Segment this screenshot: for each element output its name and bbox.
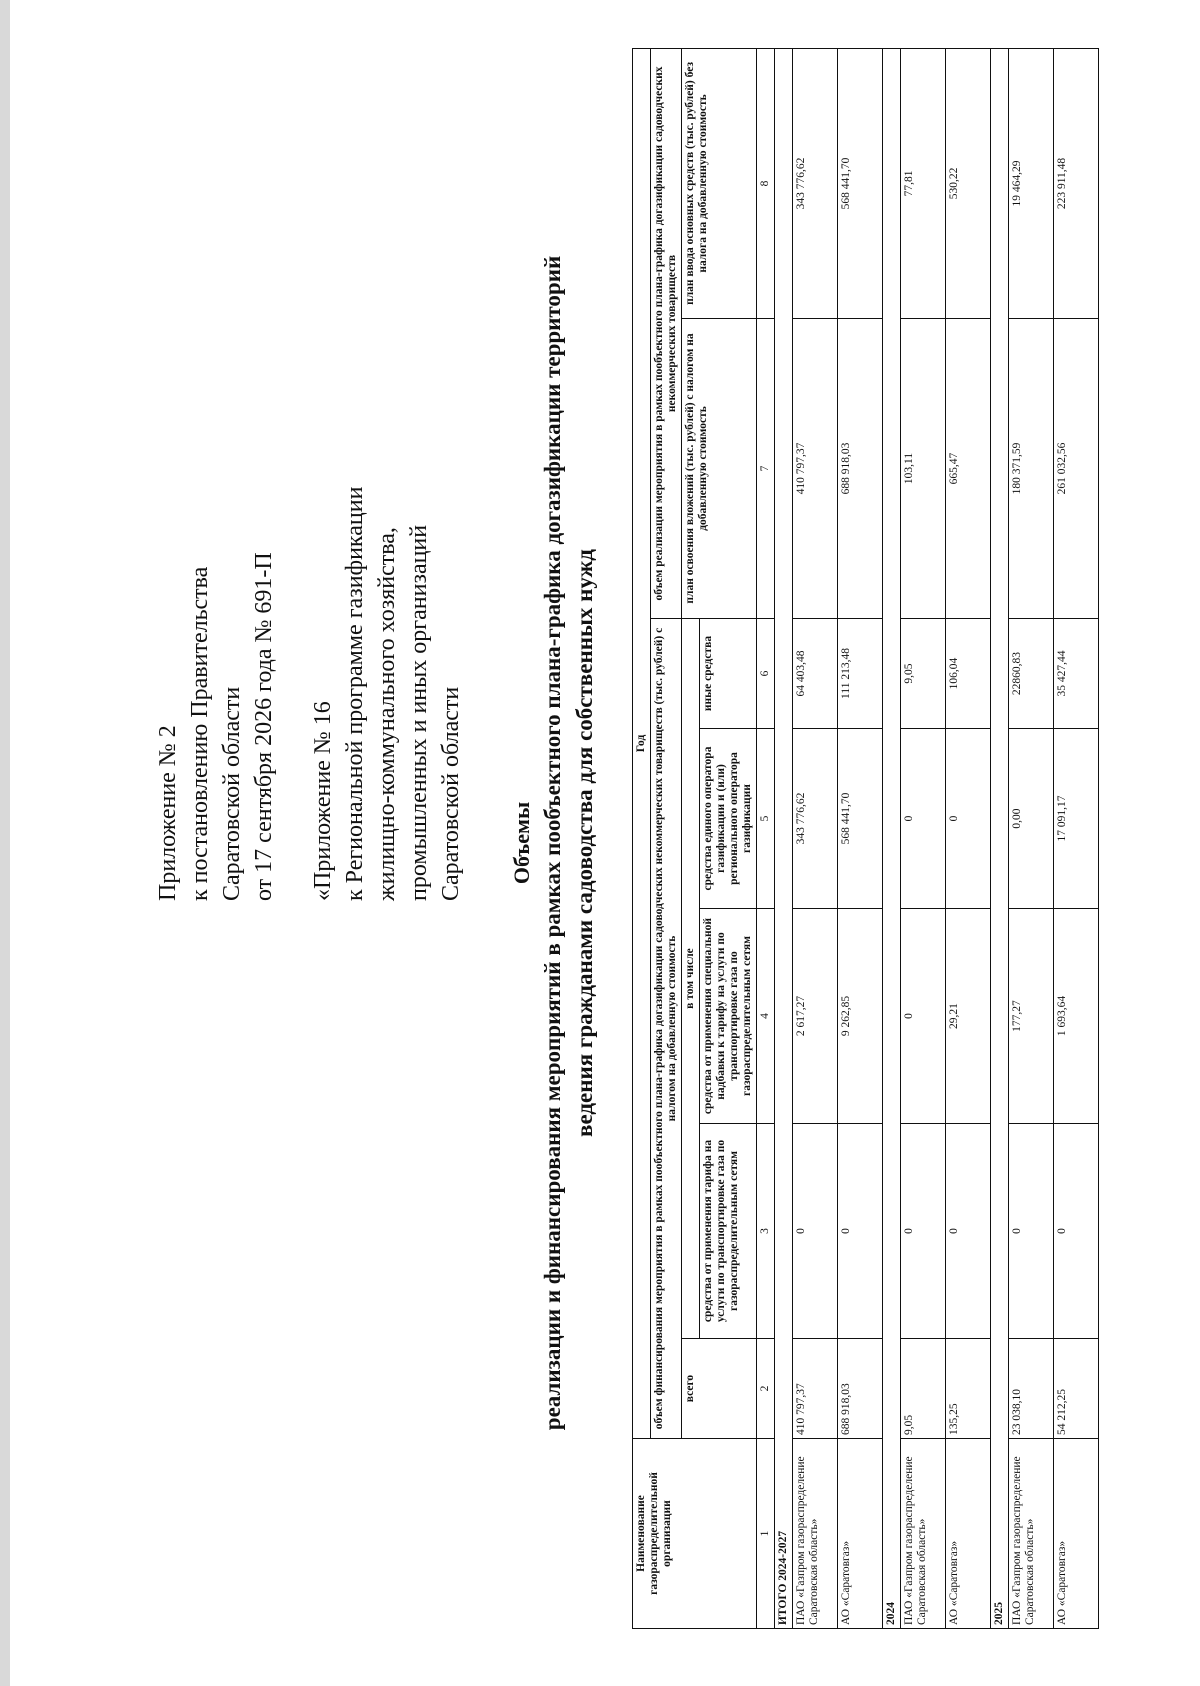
document-title [507,0,601,1686]
column-number: 5 [757,729,775,909]
header-financing-group: объем финансирования мероприятия в рамках пообъектного плана-графика догазификации садоводческих некоммерческих товариществ (тыс. рублей) с налогом на добавленную стоимость [651,619,682,1439]
title-line: ведения гражданами садоводства для собственных нужд [572,549,597,1137]
value-cell: 410 797,37 [793,1339,838,1439]
value-cell: 261 032,56 [1054,319,1099,619]
section-label: ИТОГО 2024-2027 [775,48,793,1628]
org-name-cell: АО «Саратовгаз» [838,1439,883,1629]
header-surcharge-funds: средства от применения специальной надбавки к тарифу на услуги по транспортировке газа по газораспределительным сетям [700,909,757,1124]
value-cell: 343 776,62 [793,729,838,909]
value-cell: 111 213,48 [838,619,883,729]
value-cell: 22860,83 [1009,619,1054,729]
org-name-cell: ПАО «Газпром газораспределение Саратовская область» [901,1439,946,1629]
header-org-name: Наименование газораспределительной организации [633,1439,757,1629]
title-line: реализации и финансирования мероприятий в рамках пообъектного плана-графика догазификации территорий [540,255,565,1431]
value-cell: 64 403,48 [793,619,838,729]
value-cell: 410 797,37 [793,319,838,619]
value-cell: 9,05 [901,619,946,729]
appendix-line: к постановлению Правительства [187,566,213,901]
header-including: в том числе [682,619,700,1339]
value-cell: 103,11 [901,319,946,619]
header-plan-investment: план освоения вложений (тыс. рублей) с налогом на добавленную стоимость [682,319,757,619]
org-name-cell: ПАО «Газпром газораспределение Саратовская область» [793,1439,838,1629]
value-cell: 180 371,59 [1009,319,1054,619]
value-cell: 0 [1054,1124,1099,1339]
section-row [775,48,793,1628]
value-cell: 9,05 [901,1339,946,1439]
section-row [883,48,901,1628]
value-cell: 35 427,44 [1054,619,1099,729]
table-body [775,48,1099,1628]
org-name-cell: АО «Саратовгаз» [1054,1439,1099,1629]
header-operator-funds: средства единого оператора газификации и (или) регионального оператора газификации [700,729,757,909]
value-cell: 665,47 [946,319,991,619]
funding-table [632,48,1099,1629]
value-cell: 568 441,70 [838,729,883,909]
org-name-cell: ПАО «Газпром газораспределение Саратовская область» [1009,1439,1054,1629]
header-year: Год [633,48,651,1438]
value-cell: 0,00 [1009,729,1054,909]
header-plan-commissioning: план ввода основных средств (тыс. рублей) без налога на добавленную стоимость [682,48,757,318]
value-cell: 223 911,48 [1054,48,1099,318]
column-number: 3 [757,1124,775,1339]
value-cell: 2 617,27 [793,909,838,1124]
appendix-prev-line: «Приложение № 16 [310,701,336,901]
section-label: 2024 [883,48,901,1628]
section-row [991,48,1009,1628]
value-cell: 0 [838,1124,883,1339]
appendix-prev-line: жилищно-коммунального хозяйства, [374,527,400,901]
value-cell: 9 262,85 [838,909,883,1124]
value-cell: 688 918,03 [838,1339,883,1439]
title-line: Объемы [509,801,534,885]
table-row [901,48,946,1628]
table-row [1009,48,1054,1628]
table-row [946,48,991,1628]
value-cell: 17 091,17 [1054,729,1099,909]
header-realization-group: объем реализации мероприятия в рамках пообъектного плана-графика догазификации садоводческих некоммерческих товариществ [651,48,682,618]
appendix-prev-header [307,487,467,901]
value-cell: 19 464,29 [1009,48,1054,318]
value-cell: 0 [901,909,946,1124]
value-cell: 343 776,62 [793,48,838,318]
column-number: 4 [757,909,775,1124]
appendix-header [152,552,280,901]
value-cell: 54 212,25 [1054,1339,1099,1439]
rotated-page [12,0,1200,1686]
header-total: всего [682,1339,757,1439]
value-cell: 23 038,10 [1009,1339,1054,1439]
value-cell: 0 [901,729,946,909]
value-cell: 0 [946,1124,991,1339]
header-tariff-funds: средства от применения тарифа на услуги по транспортировке газа по газораспределительным сетям [700,1124,757,1339]
org-name-cell: АО «Саратовгаз» [946,1439,991,1629]
column-number: 8 [757,48,775,318]
table-row [1054,48,1099,1628]
appendix-prev-line: к Региональной программе газификации [342,486,368,901]
header-other-funds: иные средства [700,619,757,729]
appendix-prev-line: Саратовской области [438,686,464,901]
column-number: 1 [757,1439,775,1629]
value-cell: 177,27 [1009,909,1054,1124]
column-number: 7 [757,319,775,619]
column-number: 6 [757,619,775,729]
table-row [838,48,883,1628]
column-number: 2 [757,1339,775,1439]
value-cell: 106,04 [946,619,991,729]
value-cell: 530,22 [946,48,991,318]
table-row [793,48,838,1628]
value-cell: 135,25 [946,1339,991,1439]
value-cell: 568 441,70 [838,48,883,318]
value-cell: 688 918,03 [838,319,883,619]
section-label: 2025 [991,48,1009,1628]
value-cell: 29,21 [946,909,991,1124]
value-cell: 1 693,64 [1054,909,1099,1124]
appendix-line: от 17 сентября 2026 года № 691-П [251,552,277,901]
appendix-line: Саратовской области [219,686,245,901]
appendix-prev-line: промышленных и иных организаций [406,524,432,901]
value-cell: 0 [793,1124,838,1339]
scan-edge [0,0,10,1686]
value-cell: 0 [946,729,991,909]
value-cell: 0 [901,1124,946,1339]
appendix-line: Приложение № 2 [155,725,181,901]
value-cell: 77,81 [901,48,946,318]
value-cell: 0 [1009,1124,1054,1339]
